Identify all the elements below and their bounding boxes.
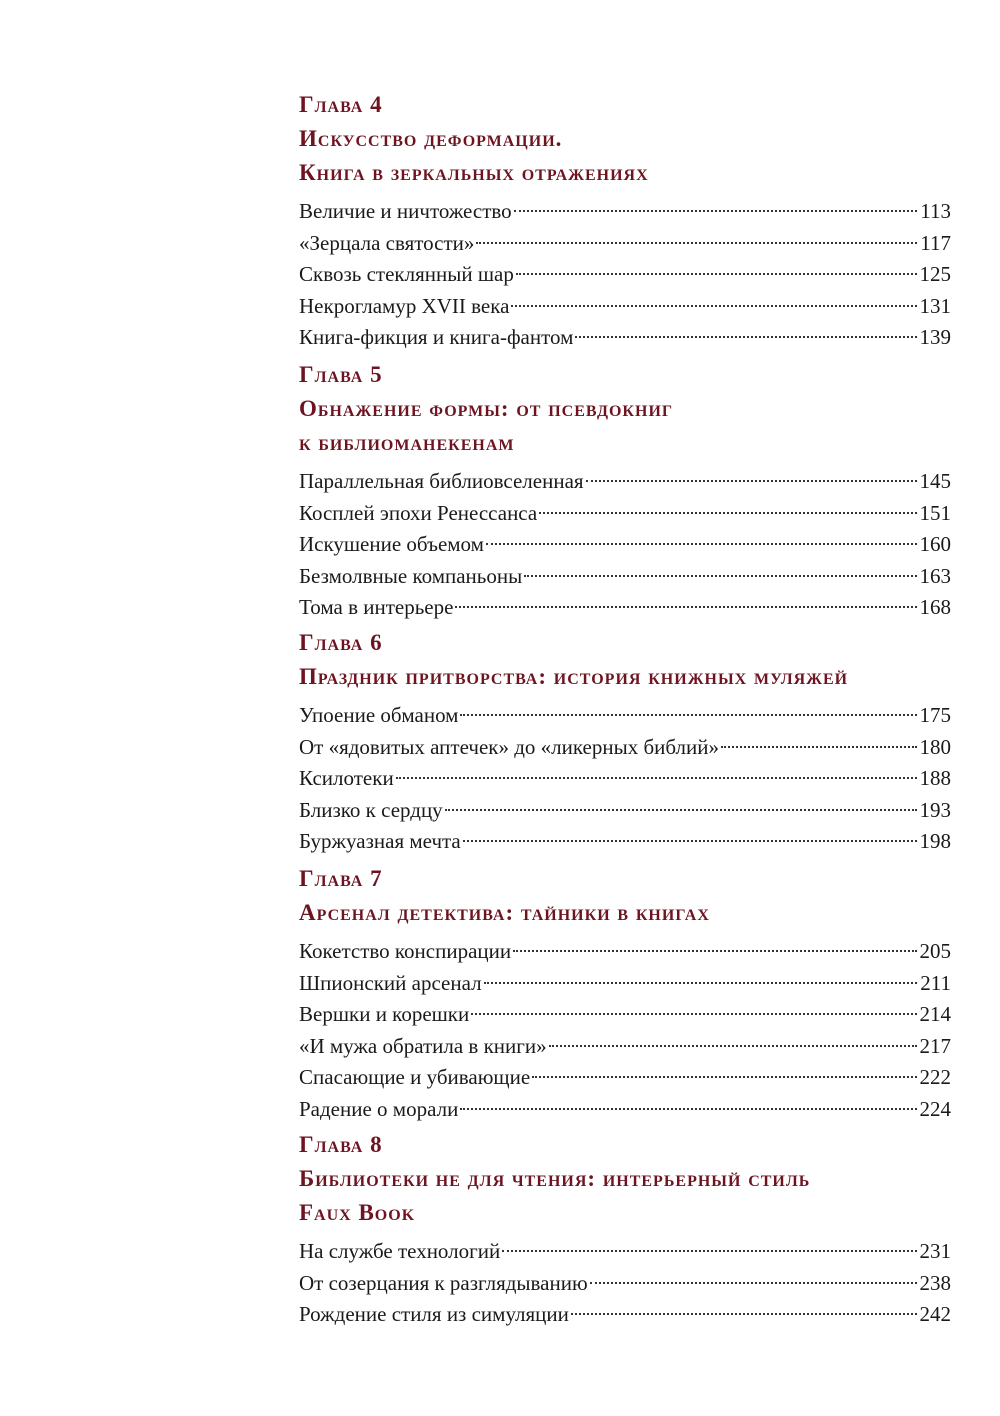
toc-entry[interactable] xyxy=(299,1236,951,1268)
chapter-label: Глава 7 xyxy=(299,866,383,891)
entry-list xyxy=(299,196,951,354)
chapter-title: Библиотеки не для чтения: интерьерный стиль xyxy=(299,1166,811,1191)
dot-leader xyxy=(476,242,917,244)
entry-title: Шпионский арсенал xyxy=(299,970,482,995)
entry-page-number: 198 xyxy=(919,829,951,853)
entry-list xyxy=(299,700,951,858)
entry-page-number: 205 xyxy=(919,939,951,963)
entry-title: Спасающие и убивающие xyxy=(299,1065,531,1089)
toc-entry[interactable] xyxy=(299,196,951,228)
entry-title: Величие и ничтожество xyxy=(299,199,512,223)
toc-entry[interactable] xyxy=(299,322,951,354)
toc-entry[interactable] xyxy=(299,498,951,530)
dot-leader xyxy=(396,777,917,779)
dot-leader xyxy=(513,950,916,952)
toc-entry[interactable] xyxy=(299,561,951,593)
toc-entry[interactable] xyxy=(299,763,951,795)
dot-leader xyxy=(524,575,916,577)
entry-title: Некрогламур XVII века xyxy=(299,293,510,318)
entry-page-number: 160 xyxy=(919,532,951,556)
dot-leader xyxy=(514,210,918,212)
dot-leader xyxy=(571,1313,917,1315)
entry-page-number: 224 xyxy=(919,1096,951,1121)
toc-entry[interactable] xyxy=(299,999,951,1031)
toc-entry[interactable] xyxy=(299,529,951,561)
toc-entry[interactable] xyxy=(299,1094,951,1126)
entry-title: Ксилотеки xyxy=(299,766,394,790)
toc-entry[interactable] xyxy=(299,466,951,498)
entry-page-number: 211 xyxy=(920,970,951,995)
dot-leader xyxy=(549,1045,917,1047)
chapter-label: Глава 6 xyxy=(299,630,383,655)
chapter-label: Глава 8 xyxy=(299,1132,383,1157)
entry-list xyxy=(299,936,951,1125)
dot-leader xyxy=(586,480,917,482)
chapter-title: Арсенал детектива: тайники в книгах xyxy=(299,900,710,925)
toc-entry[interactable] xyxy=(299,795,951,827)
toc-entry[interactable] xyxy=(299,1299,951,1331)
dot-leader xyxy=(486,543,917,545)
chapter-8 xyxy=(299,1128,951,1331)
entry-page-number: 193 xyxy=(919,797,951,822)
dot-leader xyxy=(463,840,917,842)
entry-page-number: 188 xyxy=(919,766,951,790)
entry-title: «И мужа обратила в книги» xyxy=(299,1033,547,1058)
entry-page-number: 145 xyxy=(919,469,951,493)
entry-title: На службе технологий xyxy=(299,1239,501,1263)
entry-list xyxy=(299,466,951,624)
entry-title: От созерцания к разглядыванию xyxy=(299,1270,588,1295)
toc-entry[interactable] xyxy=(299,936,951,968)
dot-leader xyxy=(511,305,916,307)
entry-page-number: 139 xyxy=(919,325,951,349)
entry-title: Вершки и корешки xyxy=(299,1002,470,1026)
entry-title: Параллельная библиовселенная xyxy=(299,469,584,493)
entry-title: Буржуазная мечта xyxy=(299,829,461,853)
toc-entry[interactable] xyxy=(299,228,951,260)
dot-leader xyxy=(460,1108,916,1110)
chapter-title: Искусство деформации. xyxy=(299,126,563,151)
chapter-title: Книга в зеркальных отражениях xyxy=(299,160,649,185)
chapter-4 xyxy=(299,88,951,354)
dot-leader xyxy=(502,1250,916,1252)
entry-title: Близко к сердцу xyxy=(299,797,443,822)
dot-leader xyxy=(575,336,916,338)
entry-page-number: 117 xyxy=(920,230,951,255)
entry-title: Книга-фикция и книга-фантом xyxy=(299,325,574,349)
dot-leader xyxy=(484,982,918,984)
entry-title: Тома в интерьере xyxy=(299,595,454,619)
chapter-label: Глава 4 xyxy=(299,92,383,117)
entry-page-number: 151 xyxy=(919,500,951,525)
entry-title: Радение о морали xyxy=(299,1096,459,1121)
toc-entry[interactable] xyxy=(299,1062,951,1094)
entry-title: От «ядовитых аптечек» до «ликерных библий» xyxy=(299,734,720,759)
chapter-title: Обнажение формы: от псевдокниг xyxy=(299,396,674,421)
chapter-title: Праздник притворства: история книжных муляжей xyxy=(299,664,849,689)
entry-page-number: 125 xyxy=(919,262,951,286)
toc-entry[interactable] xyxy=(299,1268,951,1300)
chapter-title: к библиоманекенам xyxy=(299,430,515,455)
dot-leader xyxy=(721,746,916,748)
chapter-5 xyxy=(299,358,951,624)
entry-page-number: 168 xyxy=(919,595,951,619)
dot-leader xyxy=(532,1076,916,1078)
dot-leader xyxy=(460,714,916,716)
toc-entry[interactable] xyxy=(299,259,951,291)
entry-page-number: 217 xyxy=(919,1033,951,1058)
dot-leader xyxy=(516,273,917,275)
entry-title: Упоение обманом xyxy=(299,703,459,727)
dot-leader xyxy=(445,809,917,811)
dot-leader xyxy=(471,1013,916,1015)
entry-page-number: 113 xyxy=(920,199,951,223)
entry-title: Рождение стиля из симуляции xyxy=(299,1302,569,1326)
toc-entry[interactable] xyxy=(299,592,951,624)
dot-leader xyxy=(455,606,916,608)
entry-page-number: 131 xyxy=(919,293,951,318)
entry-title: Искушение объемом xyxy=(299,532,484,556)
entry-page-number: 163 xyxy=(919,563,951,588)
entry-page-number: 222 xyxy=(919,1065,951,1089)
toc-entry[interactable] xyxy=(299,700,951,732)
dot-leader xyxy=(539,512,916,514)
entry-title: Безмолвные компаньоны xyxy=(299,563,523,588)
entry-page-number: 238 xyxy=(919,1270,951,1295)
chapter-7 xyxy=(299,862,951,1125)
chapter-6 xyxy=(299,626,951,858)
toc-entry[interactable] xyxy=(299,826,951,858)
toc-entry[interactable] xyxy=(299,968,951,1000)
dot-leader xyxy=(590,1282,917,1284)
toc-entry[interactable] xyxy=(299,1031,951,1063)
chapter-label: Глава 5 xyxy=(299,362,383,387)
entry-page-number: 175 xyxy=(919,703,951,727)
entry-page-number: 231 xyxy=(919,1239,951,1263)
toc-entry[interactable] xyxy=(299,732,951,764)
entry-page-number: 242 xyxy=(919,1302,951,1326)
chapter-title: Faux Book xyxy=(299,1200,416,1225)
entry-title: «Зерцала святости» xyxy=(299,230,475,255)
entry-page-number: 180 xyxy=(919,734,951,759)
entry-page-number: 214 xyxy=(919,1002,951,1026)
entry-title: Кокетство конспирации xyxy=(299,939,512,963)
toc-entry[interactable] xyxy=(299,291,951,323)
entry-title: Косплей эпохи Ренессанса xyxy=(299,500,538,525)
entry-list xyxy=(299,1236,951,1331)
entry-title: Сквозь стеклянный шар xyxy=(299,262,514,286)
